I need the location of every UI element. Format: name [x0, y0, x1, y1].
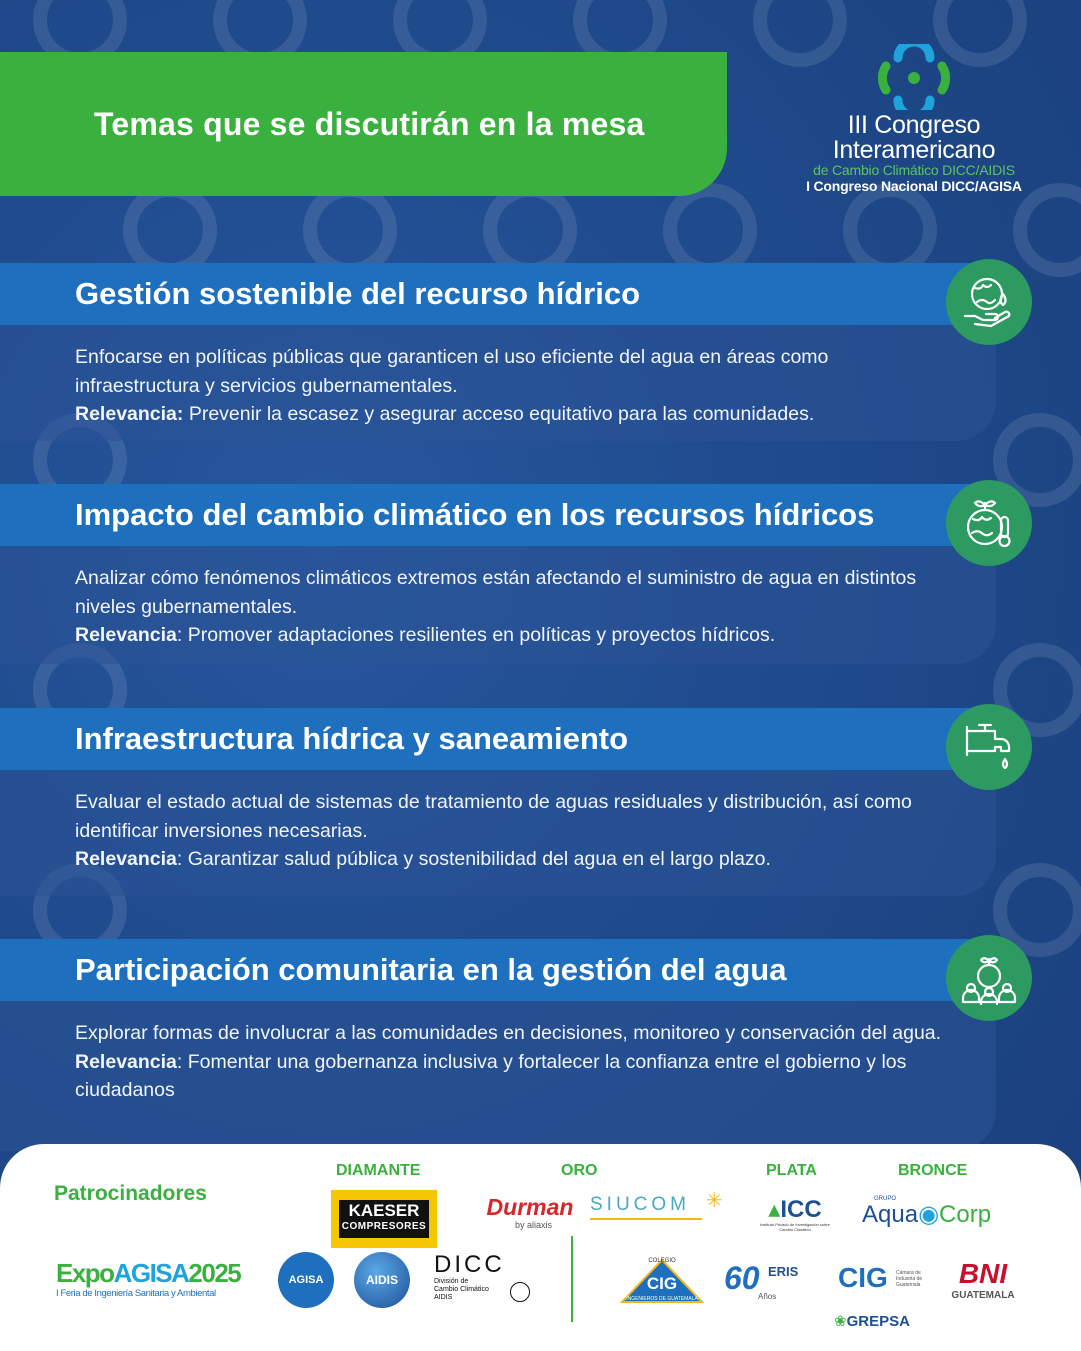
topic-description: Analizar cómo fenómenos climáticos extremos están afectando el suministro de agua en distintos niveles gubernamentales. — [75, 567, 917, 618]
eris-years: Años — [758, 1292, 777, 1301]
icc-name: ICC — [780, 1196, 822, 1223]
congress-line-1: III Congreso — [847, 111, 981, 139]
cig-colegio-name: CIG — [646, 1274, 678, 1293]
tier-diamante: DIAMANTE — [336, 1162, 421, 1179]
relevance-label: Relevancia — [75, 624, 177, 646]
congress-line-4: I Congreso Nacional DICC/AGISA — [806, 178, 1022, 194]
topic-title: Gestión sostenible del recurso hídrico — [75, 276, 641, 311]
relevance-label: Relevancia: — [75, 403, 184, 425]
header-ribbon — [0, 52, 727, 196]
bni-logo — [946, 1258, 1020, 1306]
topic-body — [0, 1001, 996, 1151]
tier-bronce: BRONCE — [898, 1162, 968, 1179]
grepsa-name: GREPSA — [846, 1313, 910, 1330]
expoagisa-sub: I Feria de Ingeniería Sanitaria y Ambiental — [56, 1288, 216, 1299]
globe-thermometer-icon — [946, 480, 1032, 566]
topic-body — [0, 325, 996, 441]
durman-logo — [480, 1194, 580, 1234]
relevance-text: : Fomentar una gobernanza inclusiva y fortalecer la confianza entre el gobierno y los ciudadanos — [75, 1050, 907, 1101]
topic-body — [0, 770, 996, 896]
relevance-label: Relevancia — [75, 1050, 177, 1073]
topic-description: Enfocarse en políticas públicas que garanticen el uso eficiente del agua en áreas como infraestructura y servicios gubernamentales. — [75, 346, 829, 397]
aquacorp-logo — [862, 1196, 1012, 1232]
congress-line-2: Interamericano — [832, 136, 996, 164]
cig-colegio-top: COLEGIO — [648, 1258, 676, 1264]
siucom-logo — [590, 1190, 726, 1224]
water-drop-icon: ◉ — [918, 1201, 940, 1228]
topic-title: Infraestructura hídrica y saneamiento — [75, 721, 629, 756]
topic-title: Impacto del cambio climático en los recursos hídricos — [75, 497, 875, 532]
congress-mark-icon — [878, 44, 950, 110]
icc-sub: Instituto Privado de Investigación sobre Cambio Climático — [760, 1222, 830, 1232]
agisa-name: AGISA — [288, 1274, 324, 1286]
eris-number: 60 — [724, 1260, 760, 1296]
cig-camara-sub1: Cámara de — [896, 1270, 921, 1276]
dicc-sub2: Cambio Climático — [434, 1286, 489, 1293]
congress-line-3: de Cambio Climático DICC/AIDIS — [813, 162, 1015, 178]
page-title: Temas que se discutirán en la mesa — [94, 105, 645, 142]
cig-camara-logo — [838, 1258, 934, 1304]
globe-water-hand-icon — [946, 259, 1032, 345]
sponsors-title: Patrocinadores — [54, 1182, 207, 1205]
durman-name: Durman — [486, 1194, 574, 1220]
cig-camara-name: CIG — [838, 1262, 888, 1293]
durman-sub: by aliaxis — [514, 1220, 552, 1230]
expoagisa-agisa: AGISA — [113, 1258, 189, 1288]
tier-plata: PLATA — [766, 1162, 817, 1179]
sun-icon: ✳ — [706, 1190, 723, 1212]
expoagisa-year: 2025 — [188, 1258, 241, 1288]
dicc-name: DICC — [434, 1251, 505, 1278]
relevance-text: : Garantizar salud pública y sostenibilidad del agua en el largo plazo. — [176, 848, 771, 870]
bni-sub: GUATEMALA — [951, 1290, 1015, 1301]
sponsors-panel — [0, 1144, 1081, 1351]
cig-camara-sub3: Guatemala — [896, 1282, 921, 1288]
siucom-name: SIUCOM — [590, 1194, 690, 1215]
eris-name: ERIS — [768, 1264, 799, 1279]
eris-logo — [724, 1260, 820, 1304]
aquacorp-a: Aqua — [862, 1201, 919, 1228]
dicc-logo — [434, 1252, 534, 1308]
bni-name: BNI — [958, 1258, 1008, 1289]
kaeser-logo — [331, 1190, 437, 1248]
tier-oro: ORO — [561, 1162, 598, 1179]
aidis-logo — [354, 1252, 410, 1308]
dicc-sub1: División de — [434, 1278, 469, 1285]
topic-title: Participación comunitaria en la gestión del agua — [75, 952, 787, 987]
globe-icon — [510, 1282, 530, 1302]
relevance-label: Relevancia — [75, 848, 177, 870]
topic-description: Explorar formas de involucrar a las comunidades en decisiones, monitoreo y conservación del agua. — [75, 1022, 942, 1044]
cig-colegio-logo — [618, 1256, 706, 1306]
relevance-text: : Promover adaptaciones resilientes en políticas y proyectos hídricos. — [176, 624, 776, 646]
aquacorp-grupo: GRUPO — [874, 1196, 897, 1202]
agisa-seal — [278, 1252, 334, 1308]
aquacorp-b: Corp — [939, 1201, 992, 1228]
leaf-icon: ❀ — [834, 1313, 847, 1330]
kaeser-name: KAESER — [348, 1201, 420, 1220]
relevance-text: Prevenir la escasez y asegurar acceso equitativo para las comunidades. — [183, 403, 815, 425]
expoagisa-expo: Expo — [56, 1258, 114, 1288]
topic-body — [0, 546, 996, 664]
icc-logo: ▴ICC Instituto Privado de Investigación sobre Cambio Climático — [758, 1198, 832, 1238]
water-tap-icon — [946, 704, 1032, 790]
cig-colegio-bottom: INGENIEROS DE GUATEMALA — [626, 1296, 698, 1302]
grepsa-logo — [834, 1312, 934, 1334]
kaeser-sub: COMPRESORES — [341, 1221, 427, 1232]
sponsors-divider — [571, 1236, 573, 1322]
expoagisa-logo — [56, 1258, 262, 1306]
congress-logo — [784, 44, 1044, 204]
cig-camara-sub2: Industria de — [896, 1276, 923, 1282]
topic-description: Evaluar el estado actual de sistemas de tratamiento de aguas residuales y distribución, así como identificar inversiones necesarias. — [75, 791, 912, 842]
aidis-name: AIDIS — [365, 1273, 398, 1287]
dicc-sub3: AIDIS — [434, 1294, 453, 1301]
community-globe-icon — [946, 935, 1032, 1021]
